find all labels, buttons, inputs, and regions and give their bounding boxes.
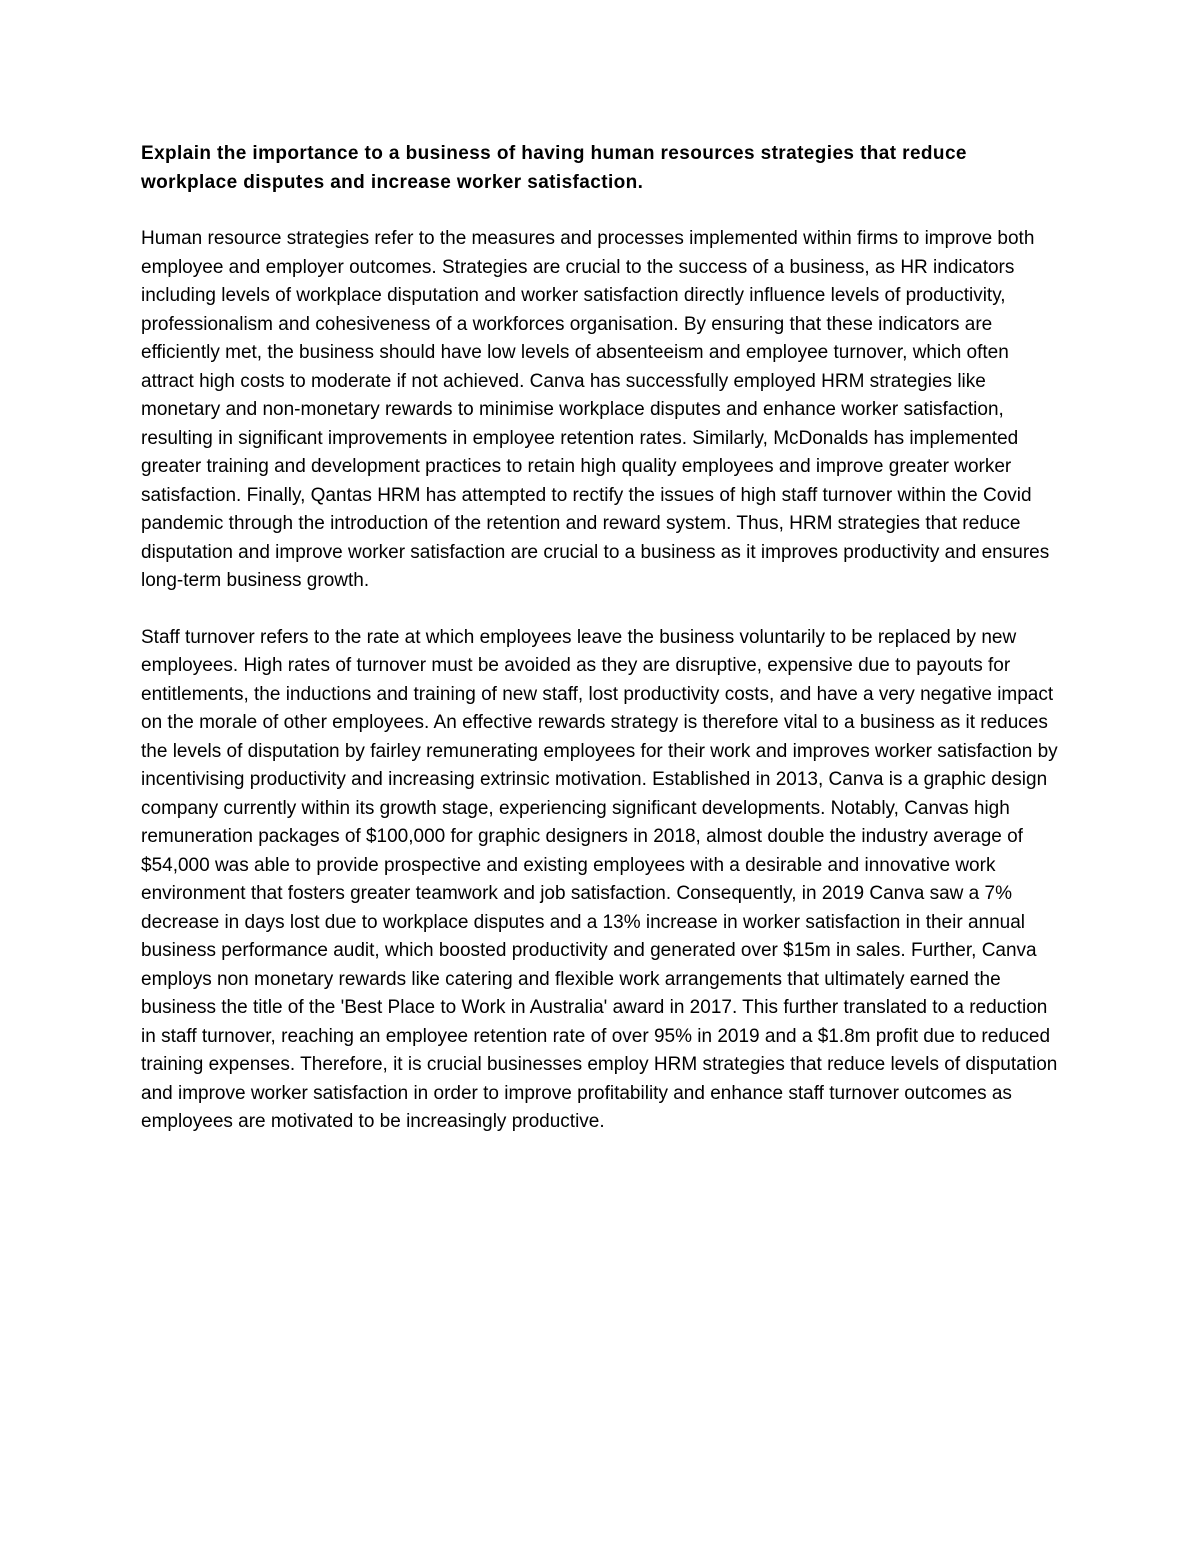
essay-question-heading: Explain the importance to a business of having human resources strategies that reduce workplace disputes and increase worker satisfaction. (141, 143, 967, 193)
document-body (141, 140, 1065, 1165)
staff-turnover-paragraph: Staff turnover refers to the rate at which employees leave the business voluntarily to be replaced by new employees. High rates of turnover must be avoided as they are disruptive, expensive due to payouts for entitlements, the inductions and training of new staff, lost productivity costs, and have a very negative impact on the morale of other employees. An effective rewards strategy is therefore vital to a business as it reduces the levels of disputation by fairley remunerating employees for their work and improves worker satisfaction by incentivising productivity and increasing extrinsic motivation. Established in 2013, Canva is a graphic design company currently within its growth stage, experiencing significant developments. Notably, Canvas high remuneration packages of $100,000 for graphic designers in 2018, almost double the industry average of $54,000 was able to provide prospective and existing employees with a desirable and innovative work environment that fosters greater teamwork and job satisfaction. Consequently, in 2019 Canva saw a 7% decrease in days lost due to workplace disputes and a 13% increase in worker satisfaction in their annual business performance audit, which boosted productivity and generated over $15m in sales. Further, Canva employs non monetary rewards like catering and flexible work arrangements that ultimately earned the business the title of the 'Best Place to Work in Australia' award in 2017. This further translated to a reduction in staff turnover, reaching an employee retention rate of over 95% in 2019 and a $1.8m profit due to reduced training expenses. Therefore, it is crucial businesses employ HRM strategies that reduce levels of disputation and improve worker satisfaction in order to improve profitability and enhance staff turnover outcomes as employees are motivated to be increasingly productive. (141, 626, 1058, 1132)
introduction-paragraph: Human resource strategies refer to the measures and processes implemented within firms to improve both employee and employer outcomes. Strategies are crucial to the success of a business, as HR indicators including levels of workplace disputation and worker satisfaction directly influence levels of productivity, professionalism and cohesiveness of a workforces organisation. By ensuring that these indicators are efficiently met, the business should have low levels of absenteeism and employee turnover, which often attract high costs to moderate if not achieved. Canva has successfully employed HRM strategies like monetary and non-monetary rewards to minimise workplace disputes and enhance worker satisfaction, resulting in significant improvements in employee retention rates. Similarly, McDonalds has implemented greater training and development practices to retain high quality employees and improve greater worker satisfaction. Finally, Qantas HRM has attempted to rectify the issues of high staff turnover within the Covid pandemic through the introduction of the retention and reward system. Thus, HRM strategies that reduce disputation and improve worker satisfaction are crucial to a business as it improves productivity and ensures long-term business growth. (141, 228, 1050, 591)
